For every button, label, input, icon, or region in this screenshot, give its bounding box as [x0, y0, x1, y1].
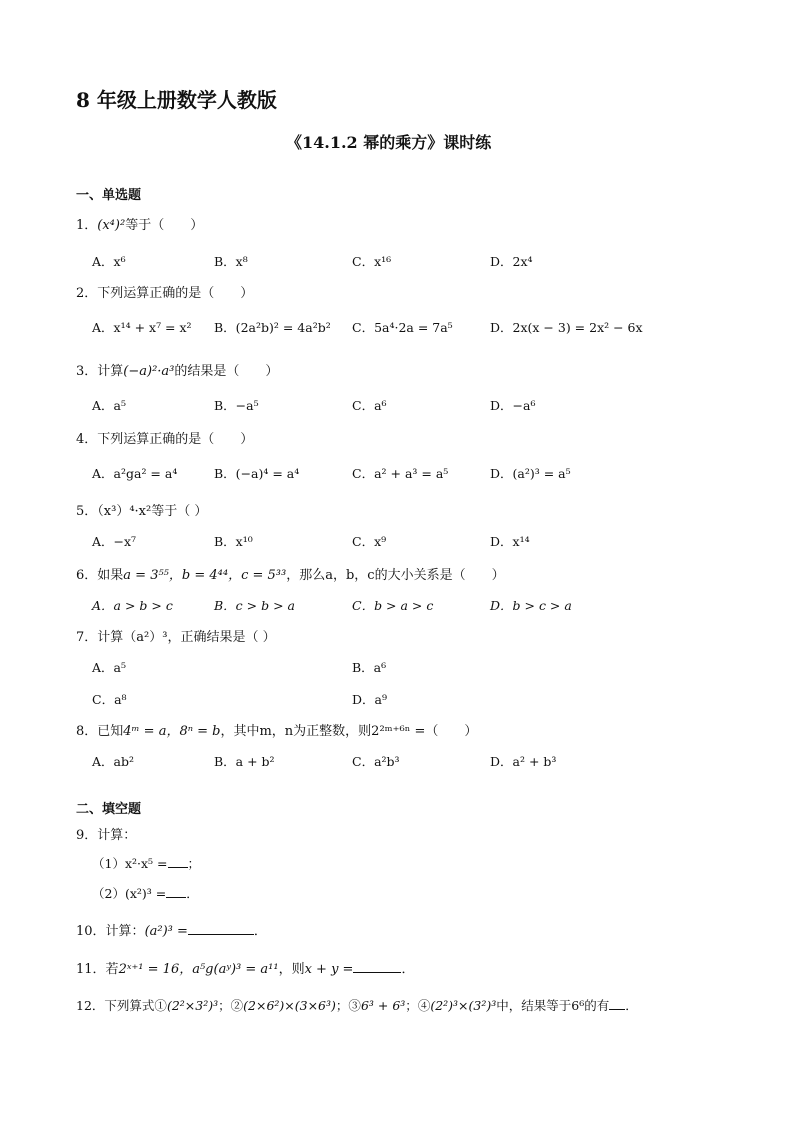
question-number: 6．: [76, 568, 98, 583]
item-marker-4: ④: [417, 998, 431, 1013]
question-number: 5．: [76, 504, 98, 519]
question-text: 下列运算正确的是（ ）: [97, 432, 254, 447]
separator: ；: [405, 998, 418, 1013]
option-c: C．b > a > c: [352, 598, 434, 613]
option-d: D．2x(x − 3) = 2x² − 6x: [490, 320, 643, 335]
question-pre: 计算: [97, 364, 124, 379]
punctuation: ；: [187, 856, 201, 871]
option-c: C．a⁸: [92, 692, 127, 707]
option-d: D．a² + b³: [490, 754, 557, 769]
separator: ；: [335, 998, 349, 1013]
question-9: [76, 824, 136, 843]
question-text: ，那么a，b，c的大小关系是（ ）: [286, 568, 505, 583]
punctuation: ．: [186, 886, 199, 901]
question-number: 9．: [76, 828, 98, 843]
document-subtitle: 《14.1.2 幂的乘方》课时练: [286, 133, 492, 152]
punctuation: ．: [401, 962, 415, 977]
question-math: 2ˣ⁺¹ = 16，a⁵g(aʸ)³ = a¹¹: [118, 962, 279, 977]
option-b: B．x⁸: [214, 254, 248, 269]
question-number: 7．: [76, 630, 98, 645]
option-a: A．x¹⁴ + x⁷ = x²: [92, 320, 192, 335]
question-pre: 计算：: [105, 924, 145, 939]
option-b: B．(2a²b)² = 4a²b²: [214, 320, 331, 335]
document-title: 8 年级上册数学人教版: [76, 88, 277, 112]
question-text: 下列运算正确的是（ ）: [97, 286, 254, 301]
item-marker-1: ①: [154, 998, 167, 1013]
question-number: 4．: [76, 432, 98, 447]
option-c: C．5a⁴·2a = 7a⁵: [352, 320, 453, 335]
option-b: B．a⁶: [352, 660, 387, 675]
item-3: 6³ + 6³: [360, 998, 406, 1013]
question-math-2: x + y =: [304, 962, 354, 977]
item-2: (2×6²)×(3×6³): [243, 998, 336, 1013]
question-9-part-1: [92, 854, 200, 872]
question-number: 10．: [76, 924, 106, 939]
question-5: [76, 500, 207, 519]
question-text: 等于（ ）: [125, 218, 204, 233]
punctuation: ．: [625, 998, 638, 1013]
question-text: 中，结果等于6⁶的有: [496, 998, 610, 1013]
question-text: 计算：: [97, 828, 137, 843]
option-d: D．2x⁴: [490, 254, 533, 269]
item-4: (2²)³×(3²)³: [430, 998, 497, 1013]
question-3: [76, 360, 278, 379]
question-pre: 已知: [97, 724, 124, 739]
question-number: 3．: [76, 364, 98, 379]
answer-blank: [353, 971, 401, 973]
option-b: B．a + b²: [214, 754, 275, 769]
option-a: A．a²ga² = a⁴: [92, 466, 178, 481]
option-d: D．(a²)³ = a⁵: [490, 466, 571, 481]
question-pre: 如果: [97, 568, 124, 583]
question-math: a = 3⁵⁵，b = 4⁴⁴，c = 5³³: [123, 568, 287, 583]
answer-blank: [188, 933, 254, 935]
option-c: C．x¹⁶: [352, 254, 392, 269]
sub-question-text: （1）x²·x⁵ =: [92, 856, 168, 871]
option-b: B．x¹⁰: [214, 534, 253, 549]
item-marker-3: ③: [348, 998, 361, 1013]
option-d: D．x¹⁴: [490, 534, 530, 549]
option-b: B．(−a)⁴ = a⁴: [214, 466, 300, 481]
option-a: A．a > b > c: [92, 598, 173, 613]
question-number: 2．: [76, 286, 98, 301]
section-single-choice: 一、单选题: [76, 188, 142, 203]
option-a: A．a⁵: [92, 660, 126, 675]
option-d: D．−a⁶: [490, 398, 536, 413]
question-text: 计算（a²）³，正确结果是（ ）: [97, 630, 276, 645]
question-text: ，其中m，n为正整数，则2²ᵐ⁺⁶ⁿ =（ ）: [220, 724, 478, 739]
option-a: A．−x⁷: [92, 534, 137, 549]
question-1: [76, 214, 203, 233]
option-d: D．a⁹: [352, 692, 387, 707]
answer-blank: [168, 866, 188, 868]
question-12: [76, 996, 638, 1014]
question-11: [76, 958, 414, 977]
question-number: 12．: [76, 998, 105, 1013]
sub-question-text: （2）(x²)³ =: [92, 886, 167, 901]
answer-blank: [609, 1008, 625, 1010]
option-b: B．−a⁵: [214, 398, 259, 413]
option-b: B．c > b > a: [214, 598, 295, 613]
question-2: [76, 282, 253, 301]
question-pre: 下列算式: [104, 998, 155, 1013]
section-fill-in: 二、填空题: [76, 802, 142, 817]
option-a: A．a⁵: [92, 398, 126, 413]
question-pre: 若: [105, 962, 119, 977]
option-c: C．a²b³: [352, 754, 400, 769]
option-c: C．a⁶: [352, 398, 387, 413]
option-c: C．x⁹: [352, 534, 387, 549]
question-text: 的结果是（ ）: [174, 364, 279, 379]
question-10: [76, 920, 267, 939]
option-a: A．ab²: [92, 754, 134, 769]
separator: ；: [218, 998, 231, 1013]
option-d: D．b > c > a: [490, 598, 572, 613]
question-text: （x³）⁴·x²等于（ ）: [97, 504, 208, 519]
question-math: (−a)²·a³: [123, 364, 175, 379]
option-a: A．x⁶: [92, 254, 126, 269]
question-number: 1．: [76, 218, 98, 233]
question-number: 8．: [76, 724, 98, 739]
punctuation: ．: [253, 924, 267, 939]
item-marker-2: ②: [230, 998, 244, 1013]
question-6: [76, 564, 505, 583]
question-number: 11．: [76, 962, 106, 977]
question-math: (x⁴)²: [97, 218, 126, 233]
option-c: C．a² + a³ = a⁵: [352, 466, 449, 481]
question-math: 4ᵐ = a，8ⁿ = b: [123, 724, 221, 739]
answer-blank: [166, 896, 186, 898]
question-8: [76, 720, 477, 739]
question-4: [76, 428, 253, 447]
item-1: (2²×3²)³: [166, 998, 219, 1013]
question-math: (a²)³ =: [144, 924, 188, 939]
question-9-part-2: [92, 884, 199, 902]
question-text: ，则: [278, 962, 305, 977]
question-7: [76, 626, 276, 645]
